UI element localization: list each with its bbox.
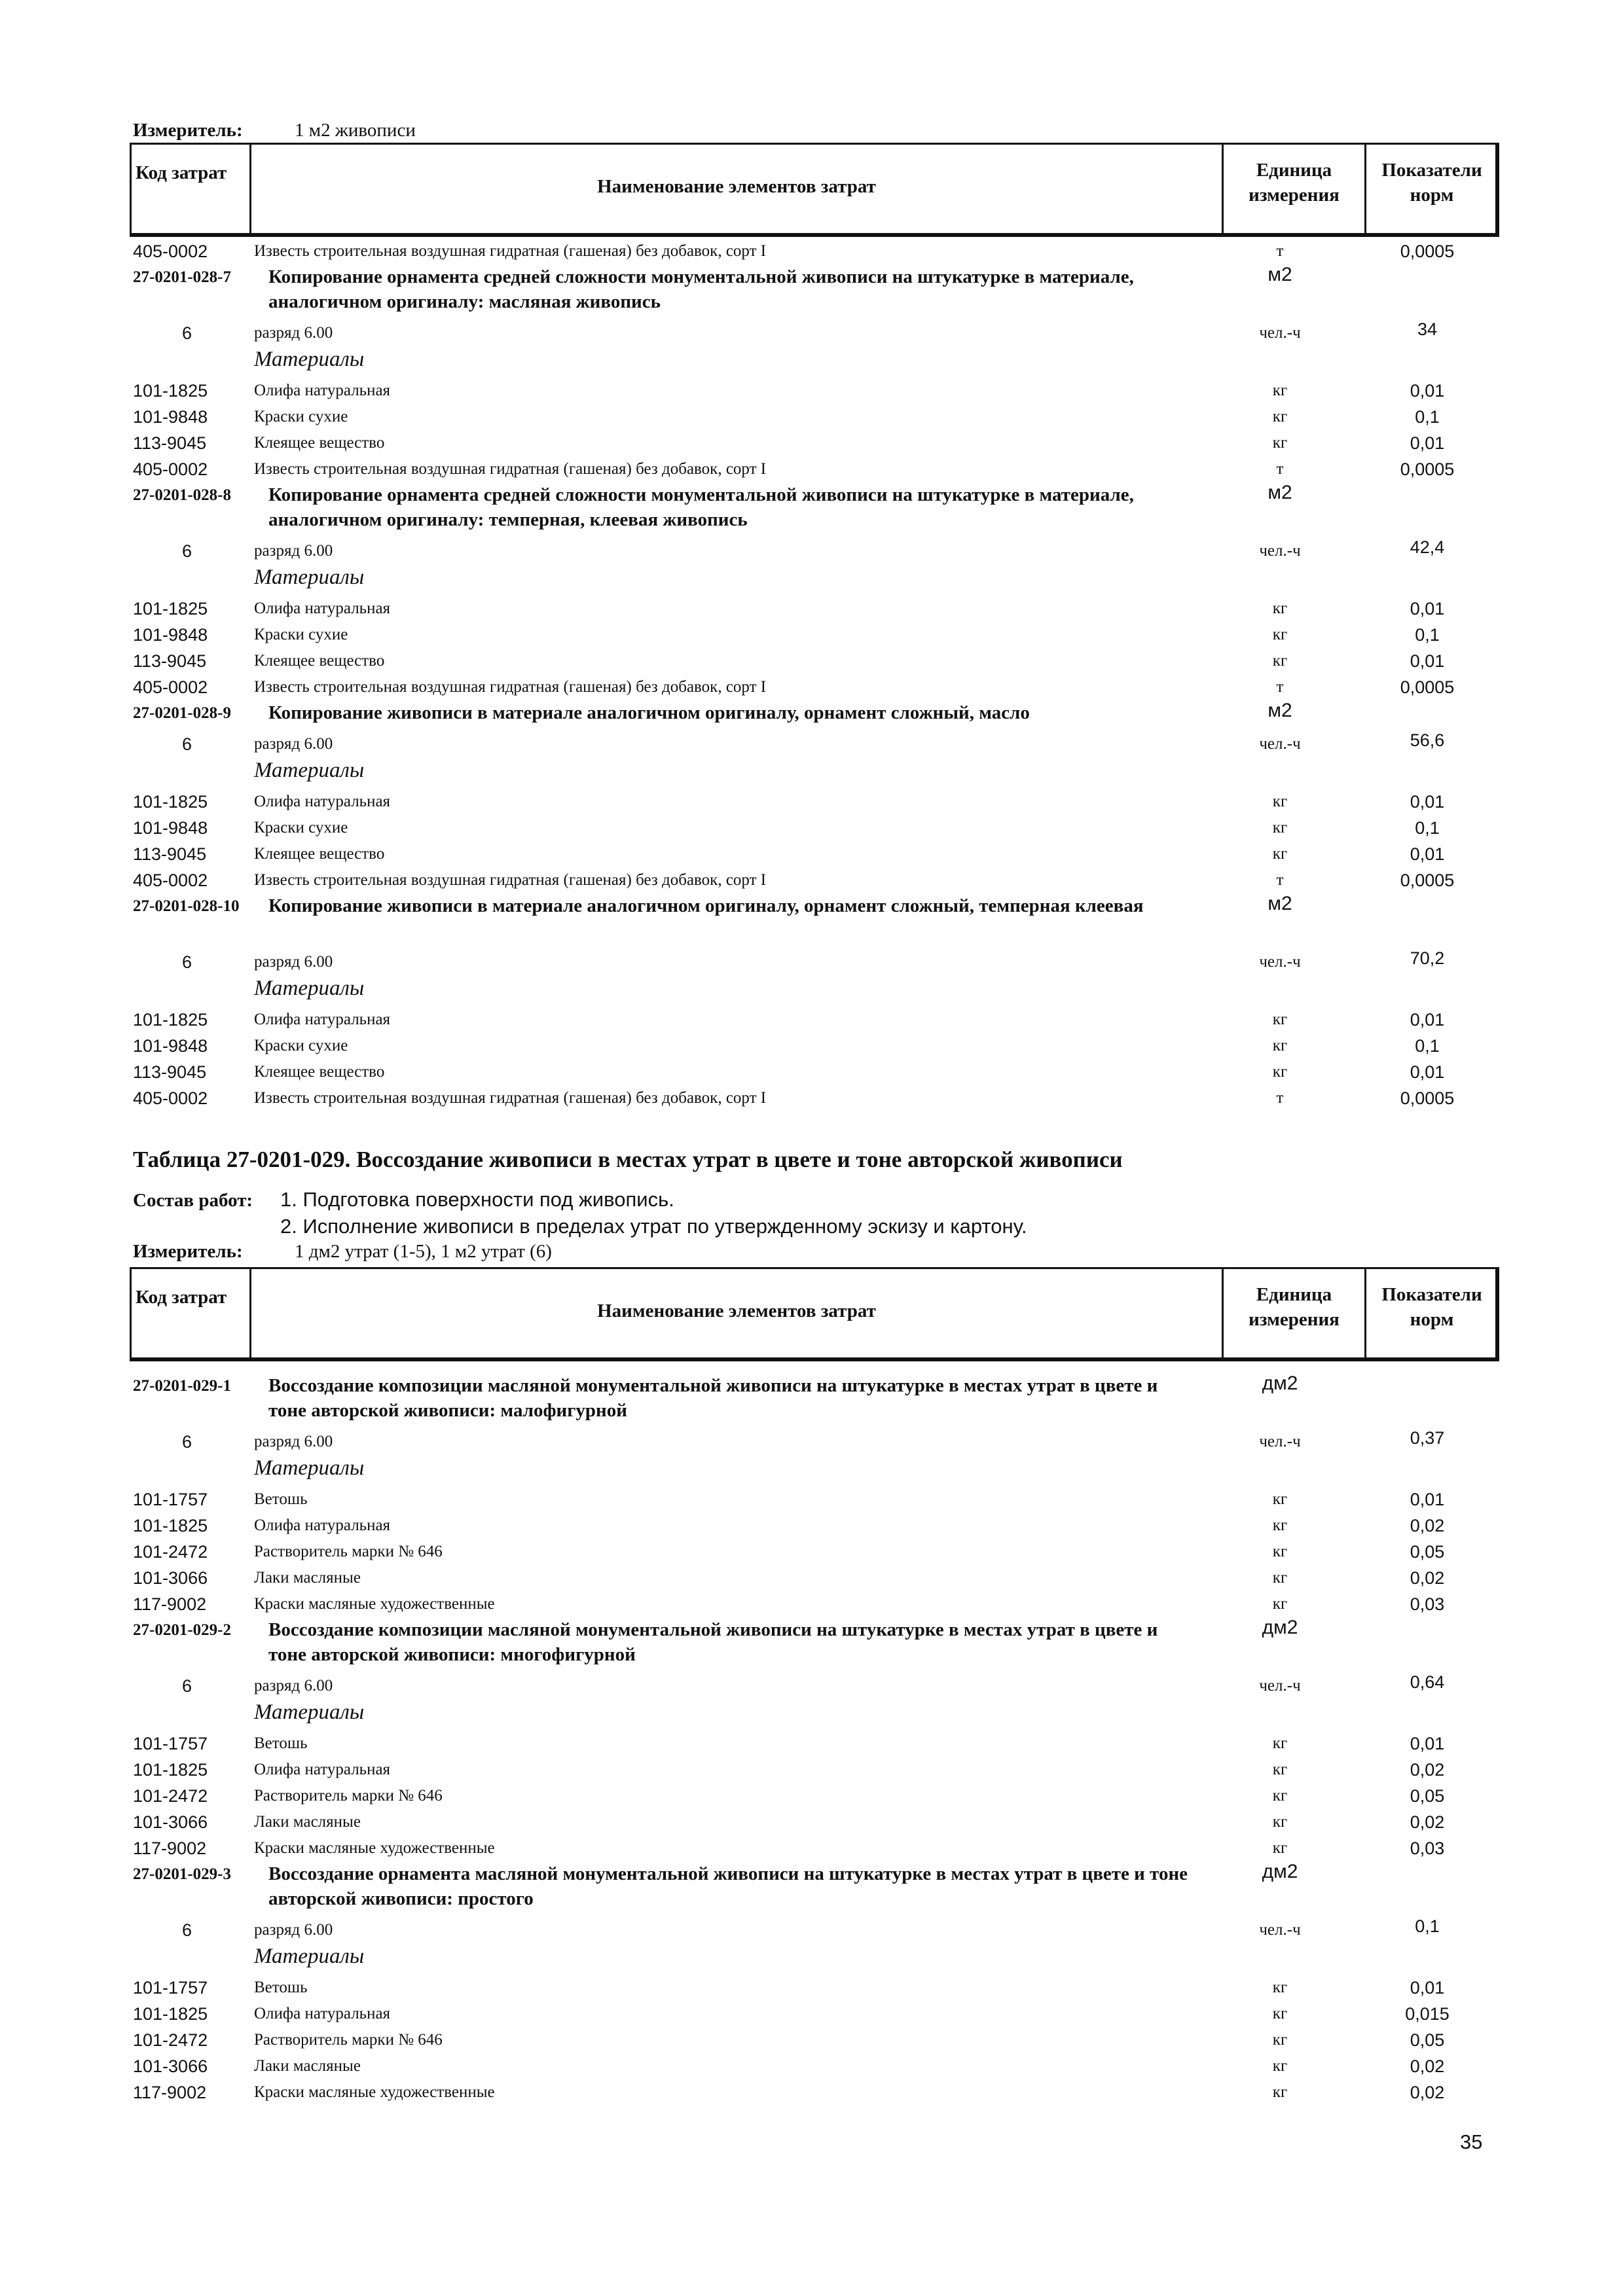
row-name: Материалы: [254, 348, 365, 371]
row-unit: чел.-ч: [1259, 735, 1301, 753]
row-value: 0,01: [1410, 1978, 1445, 1998]
row-code: 27-0201-028-10: [133, 897, 240, 915]
row-value: 0,0005: [1400, 459, 1455, 479]
table-row: [0, 1007, 1623, 1033]
row-value: 0,02: [1410, 2083, 1445, 2102]
row-code: 6: [182, 734, 192, 754]
row-unit: м2: [1267, 482, 1292, 503]
row-value: 0,1: [1415, 625, 1440, 645]
row-unit: кг: [1272, 408, 1288, 425]
row-unit: кг: [1272, 2005, 1288, 2022]
row-unit: т: [1276, 678, 1284, 696]
row-unit: чел.-ч: [1259, 1433, 1301, 1450]
row-name: разряд 6.00: [254, 542, 333, 560]
row-name: Воссоздание композиции масляной монументальной живописи на штукатурке в местах утрат в цвете и тоне авторской живописи: малофигурной: [268, 1375, 1158, 1421]
row-value: 0,1: [1415, 1916, 1440, 1936]
row-code: 101-9848: [133, 625, 208, 645]
table-row: [0, 1673, 1623, 1699]
table-row: [0, 815, 1623, 841]
row-value: 0,1: [1415, 818, 1440, 838]
row-name: Растворитель марки № 646: [254, 2031, 443, 2049]
table-row: [0, 1835, 1623, 1861]
table-row: [0, 264, 1623, 312]
row-name: Ветошь: [254, 1490, 308, 1508]
table-row: [0, 1565, 1623, 1591]
row-name: Олифа натуральная: [254, 600, 391, 617]
table-row: [0, 1455, 1623, 1481]
row-value: 0,37: [1410, 1428, 1445, 1448]
row-name: Клеящее вещество: [254, 845, 385, 863]
row-name: Клеящее вещество: [254, 434, 385, 452]
row-code: 101-3066: [133, 1812, 208, 1832]
table-row: [0, 2001, 1623, 2027]
table-row: [0, 1783, 1623, 1809]
row-code: 117-9002: [133, 2083, 207, 2102]
row-name: Копирование орнамента средней сложности монументальной живописи на штукатурке в материале, аналогичном оригиналу: темперная, клеевая живопись: [268, 484, 1134, 530]
row-value: 0,02: [1410, 1568, 1445, 1588]
row-name: Материалы: [254, 1456, 365, 1480]
table-row: [0, 538, 1623, 564]
row-code: 101-2472: [133, 1542, 208, 1562]
table-row: [0, 949, 1623, 975]
row-value: 0,01: [1410, 1062, 1445, 1082]
table-title: Таблица 27-0201-029. Воссоздание живописи в местах утрат в цвете и тоне авторской живописи: [133, 1147, 1123, 1172]
row-name: Краски масляные художественные: [254, 1839, 495, 1857]
row-unit: т: [1276, 242, 1284, 260]
table-row: [0, 1617, 1623, 1665]
row-unit: кг: [1272, 1979, 1288, 1996]
page-number: 35: [1460, 2130, 1483, 2153]
row-value: 0,02: [1410, 1812, 1445, 1832]
row-name: Копирование живописи в материале аналогичном оригиналу, орнамент сложный, темперная клеевая: [268, 895, 1144, 916]
row-code: 405-0002: [133, 1088, 208, 1108]
row-name: Материалы: [254, 977, 365, 1000]
row-code: 101-3066: [133, 2056, 208, 2076]
table-row: [0, 1059, 1623, 1085]
table-row: [0, 378, 1623, 404]
row-unit: кг: [1272, 1037, 1288, 1054]
table-row: [0, 731, 1623, 757]
row-code: 27-0201-029-3: [133, 1865, 231, 1883]
row-name: Краски сухие: [254, 1037, 348, 1054]
table-header-2: [130, 1267, 1499, 1361]
row-unit: м2: [1267, 700, 1292, 721]
row-name: Копирование живописи в материале аналогичном оригиналу, орнамент сложный, масло: [268, 702, 1030, 723]
row-value: 0,01: [1410, 844, 1445, 864]
row-code: 101-9848: [133, 1036, 208, 1056]
row-name: Лаки масляные: [254, 1813, 361, 1831]
table-row: [0, 564, 1623, 590]
row-code: 113-9045: [133, 844, 207, 864]
row-code: 101-1757: [133, 1978, 208, 1998]
row-name: Растворитель марки № 646: [254, 1543, 443, 1560]
row-code: 101-1825: [133, 792, 208, 812]
table-row: [0, 1486, 1623, 1513]
row-name: Известь строительная воздушная гидратная (гашеная) без добавок, сорт I: [254, 460, 767, 478]
row-value: 56,6: [1410, 730, 1445, 750]
row-unit: кг: [1272, 819, 1288, 836]
row-name: Материалы: [254, 759, 365, 782]
row-name: Воссоздание орнамента масляной монументальной живописи на штукатурке в местах утрат в цвете и тоне авторской живописи: простого: [268, 1863, 1188, 1909]
table-row: [0, 1539, 1623, 1565]
table-row: [0, 1085, 1623, 1111]
row-name: разряд 6.00: [254, 1677, 333, 1695]
header-code: Код затрат: [136, 162, 227, 183]
row-code: 101-1825: [133, 381, 208, 401]
row-name: Краски сухие: [254, 819, 348, 836]
row-code: 113-9045: [133, 651, 207, 671]
row-code: 405-0002: [133, 677, 208, 697]
table-row: [0, 404, 1623, 430]
row-name: Растворитель марки № 646: [254, 1787, 443, 1804]
row-name: Материалы: [254, 565, 365, 589]
row-name: Воссоздание композиции масляной монументальной живописи на штукатурке в местах утрат в цвете и тоне авторской живописи: многофигурной: [268, 1619, 1158, 1665]
row-code: 405-0002: [133, 242, 208, 261]
sostav-item-2: 2. Исполнение живописи в пределах утрат по утвержденному эскизу и картону.: [280, 1215, 1027, 1238]
table-row: [0, 1033, 1623, 1059]
row-code: 6: [182, 1920, 192, 1940]
row-code: 101-1757: [133, 1490, 208, 1509]
table-row: [0, 238, 1623, 264]
header-name: Наименование элементов затрат: [597, 176, 876, 197]
row-name: Клеящее вещество: [254, 652, 385, 670]
row-unit: кг: [1272, 1595, 1288, 1613]
row-unit: кг: [1272, 1543, 1288, 1560]
table-row: [0, 841, 1623, 867]
row-value: 0,64: [1410, 1672, 1445, 1692]
table-row: [0, 346, 1623, 372]
row-code: 27-0201-029-2: [133, 1621, 231, 1639]
row-code: 27-0201-028-9: [133, 704, 231, 722]
row-unit: кг: [1272, 600, 1288, 617]
table-row: [0, 893, 1623, 920]
table-row: [0, 1513, 1623, 1539]
row-unit: кг: [1272, 845, 1288, 863]
row-unit: кг: [1272, 2057, 1288, 2075]
table-header-1: [130, 143, 1499, 237]
row-value: 0,02: [1410, 2056, 1445, 2076]
row-code: 101-2472: [133, 1786, 208, 1806]
row-value: 0,0005: [1400, 870, 1455, 890]
row-name: Олифа натуральная: [254, 382, 391, 399]
table-row: [0, 1809, 1623, 1835]
header-name: Наименование элементов затрат: [597, 1300, 876, 1321]
row-value: 0,01: [1410, 1010, 1445, 1030]
row-name: Копирование орнамента средней сложности монументальной живописи на штукатурке в материале, аналогичном оригиналу: масляная живопись: [268, 266, 1134, 312]
row-value: 0,01: [1410, 1490, 1445, 1509]
table-row: [0, 757, 1623, 783]
header-unit: Единица измерения: [1249, 160, 1340, 206]
row-unit: дм2: [1262, 1861, 1298, 1882]
row-unit: т: [1276, 460, 1284, 478]
row-value: 0,05: [1410, 1542, 1445, 1562]
row-code: 101-1825: [133, 1760, 208, 1780]
table-row: [0, 2053, 1623, 2079]
table-row: [0, 1429, 1623, 1455]
header-norm: Показатели норм: [1381, 160, 1482, 206]
header-unit: Единица измерения: [1249, 1284, 1340, 1330]
row-unit: дм2: [1262, 1617, 1298, 1638]
row-code: 101-1825: [133, 599, 208, 619]
row-value: 0,02: [1410, 1760, 1445, 1780]
row-unit: кг: [1272, 1813, 1288, 1831]
row-value: 0,015: [1405, 2004, 1450, 2024]
table-row: [0, 674, 1623, 700]
table-row: [0, 975, 1623, 1001]
row-name: Материалы: [254, 1945, 365, 1968]
table-row: [0, 789, 1623, 815]
row-name: разряд 6.00: [254, 1921, 333, 1939]
row-name: Олифа натуральная: [254, 1761, 391, 1778]
sostav-label: Состав работ:: [133, 1190, 253, 1211]
row-value: 0,03: [1410, 1594, 1445, 1614]
table-row: [0, 622, 1623, 648]
row-code: 101-1825: [133, 1010, 208, 1030]
row-name: Ветошь: [254, 1734, 308, 1752]
table-row: [0, 1757, 1623, 1783]
row-value: 70,2: [1410, 948, 1445, 968]
row-unit: кг: [1272, 1787, 1288, 1804]
row-unit: т: [1276, 1089, 1284, 1107]
row-unit: кг: [1272, 793, 1288, 810]
row-value: 0,05: [1410, 1786, 1445, 1806]
row-name: Известь строительная воздушная гидратная (гашеная) без добавок, сорт I: [254, 1089, 767, 1107]
row-code: 117-9002: [133, 1594, 207, 1614]
table-row: [0, 867, 1623, 893]
row-value: 0,03: [1410, 1839, 1445, 1858]
row-value: 0,1: [1415, 407, 1440, 427]
row-code: 6: [182, 541, 192, 561]
row-code: 113-9045: [133, 1062, 207, 1082]
row-name: Олифа натуральная: [254, 1516, 391, 1534]
row-code: 101-9848: [133, 407, 208, 427]
table-row: [0, 1591, 1623, 1617]
measure-value: 1 м2 живописи: [295, 120, 416, 141]
row-name: Лаки масляные: [254, 1569, 361, 1587]
row-code: 6: [182, 952, 192, 972]
row-unit: кг: [1272, 1063, 1288, 1081]
table-row: [0, 596, 1623, 622]
table-row: [0, 1699, 1623, 1725]
row-unit: чел.-ч: [1259, 953, 1301, 971]
sostav-item-1: 1. Подготовка поверхности под живопись.: [280, 1188, 674, 1211]
row-unit: м2: [1267, 893, 1292, 914]
row-value: 0,01: [1410, 381, 1445, 401]
row-code: 117-9002: [133, 1839, 207, 1858]
row-unit: кг: [1272, 2083, 1288, 2101]
row-code: 405-0002: [133, 459, 208, 479]
row-name: Клеящее вещество: [254, 1063, 385, 1081]
table-row: [0, 2027, 1623, 2053]
row-value: 34: [1417, 319, 1438, 339]
row-name: Олифа натуральная: [254, 2005, 391, 2022]
row-value: 0,0005: [1400, 1088, 1455, 1108]
row-code: 6: [182, 1432, 192, 1452]
row-code: 27-0201-028-7: [133, 268, 231, 286]
row-unit: чел.-ч: [1259, 542, 1301, 560]
row-unit: кг: [1272, 626, 1288, 643]
table-row: [0, 320, 1623, 346]
row-unit: кг: [1272, 1734, 1288, 1752]
row-code: 101-1825: [133, 2004, 208, 2024]
row-value: 0,02: [1410, 1516, 1445, 1535]
row-code: 27-0201-029-1: [133, 1377, 231, 1395]
table-row: [0, 1372, 1623, 1421]
row-value: 42,4: [1410, 537, 1445, 557]
row-code: 6: [182, 1676, 192, 1696]
row-code: 101-3066: [133, 1568, 208, 1588]
measure-label-2: Измеритель:: [133, 1241, 243, 1262]
row-unit: кг: [1272, 434, 1288, 452]
row-code: 101-1757: [133, 1734, 208, 1753]
table-row: [0, 648, 1623, 674]
table-row: [0, 456, 1623, 482]
header-code: Код затрат: [136, 1287, 227, 1308]
row-name: разряд 6.00: [254, 1433, 333, 1450]
table-row: [0, 430, 1623, 456]
row-code: 101-9848: [133, 818, 208, 838]
row-value: 0,01: [1410, 599, 1445, 619]
row-code: 405-0002: [133, 870, 208, 890]
row-code: 101-2472: [133, 2030, 208, 2050]
measure-label: Измеритель:: [133, 120, 243, 141]
row-unit: т: [1276, 871, 1284, 889]
row-name: разряд 6.00: [254, 735, 333, 753]
row-unit: чел.-ч: [1259, 1921, 1301, 1939]
row-unit: кг: [1272, 2031, 1288, 2049]
table-row: [0, 482, 1623, 530]
table-row: [0, 1731, 1623, 1757]
row-unit: м2: [1267, 264, 1292, 285]
row-unit: кг: [1272, 1569, 1288, 1587]
row-value: 0,01: [1410, 1734, 1445, 1753]
row-unit: кг: [1272, 652, 1288, 670]
row-name: Олифа натуральная: [254, 1011, 391, 1028]
row-name: Краски сухие: [254, 626, 348, 643]
row-unit: кг: [1272, 1839, 1288, 1857]
row-value: 0,01: [1410, 433, 1445, 453]
row-name: разряд 6.00: [254, 953, 333, 971]
row-value: 0,01: [1410, 651, 1445, 671]
row-name: Краски масляные художественные: [254, 1595, 495, 1613]
row-code: 27-0201-028-8: [133, 486, 231, 504]
row-unit: кг: [1272, 1490, 1288, 1508]
row-unit: дм2: [1262, 1372, 1298, 1394]
table-row: [0, 1943, 1623, 1969]
row-name: Краски сухие: [254, 408, 348, 425]
row-unit: кг: [1272, 1011, 1288, 1028]
row-unit: чел.-ч: [1259, 1677, 1301, 1695]
row-name: Ветошь: [254, 1979, 308, 1996]
table-row: [0, 1917, 1623, 1943]
row-name: Известь строительная воздушная гидратная (гашеная) без добавок, сорт I: [254, 871, 767, 889]
row-name: Лаки масляные: [254, 2057, 361, 2075]
row-unit: чел.-ч: [1259, 324, 1301, 342]
table-row: [0, 700, 1623, 726]
row-value: 0,0005: [1400, 242, 1455, 261]
header-norm: Показатели норм: [1381, 1284, 1482, 1330]
table-row: [0, 2079, 1623, 2106]
table-row: [0, 1975, 1623, 2001]
row-value: 0,1: [1415, 1036, 1440, 1056]
row-name: Известь строительная воздушная гидратная (гашеная) без добавок, сорт I: [254, 242, 767, 260]
measure-value-2: 1 дм2 утрат (1-5), 1 м2 утрат (6): [295, 1241, 552, 1262]
row-unit: кг: [1272, 1516, 1288, 1534]
row-value: 0,05: [1410, 2030, 1445, 2050]
row-name: Краски масляные художественные: [254, 2083, 495, 2101]
row-value: 0,01: [1410, 792, 1445, 812]
row-code: 113-9045: [133, 433, 207, 453]
row-code: 6: [182, 323, 192, 343]
row-name: разряд 6.00: [254, 324, 333, 342]
table-row: [0, 1861, 1623, 1909]
row-name: Материалы: [254, 1700, 365, 1724]
row-name: Олифа натуральная: [254, 793, 391, 810]
row-value: 0,0005: [1400, 677, 1455, 697]
row-name: Известь строительная воздушная гидратная (гашеная) без добавок, сорт I: [254, 678, 767, 696]
row-code: 101-1825: [133, 1516, 208, 1535]
row-unit: кг: [1272, 1761, 1288, 1778]
row-unit: кг: [1272, 382, 1288, 399]
